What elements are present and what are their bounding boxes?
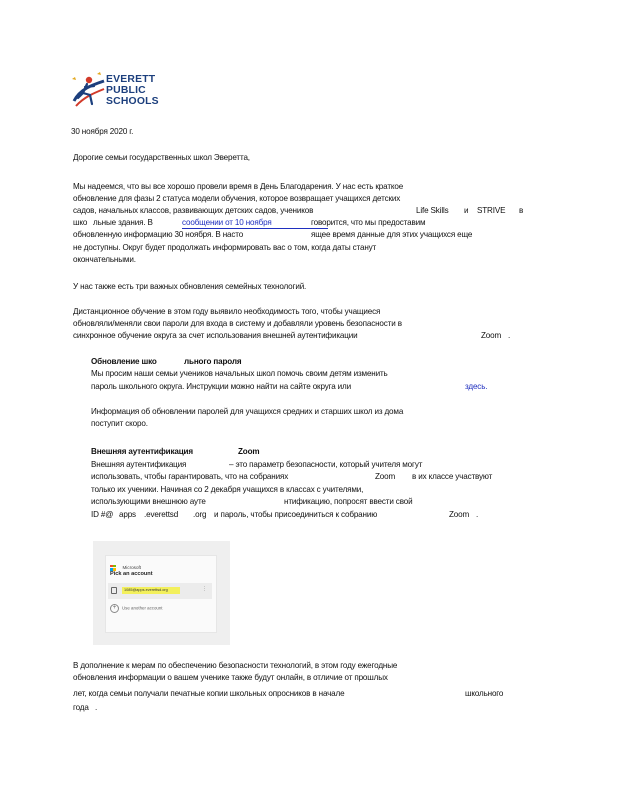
p1-line-5b: ящее время данные для этих учащихся еще [311, 230, 473, 239]
password-update-heading-a: Обновление шко [91, 357, 157, 366]
p4-line-4: года [73, 703, 89, 712]
microsoft-logo-icon [110, 565, 116, 571]
s2-line-3: только их ученики. Начиная со 2 декабря учащихся в классах с учителями, [91, 485, 364, 494]
p1-life-skills: Life Skills [416, 206, 449, 215]
more-options-icon: ⋮ [202, 586, 207, 592]
logo-line-1: EVERETT [106, 74, 156, 85]
account-badge-icon [111, 587, 117, 594]
s2-line-4b: нтификацию, попросят ввести свой [284, 497, 413, 506]
s2-apps: apps [119, 510, 136, 519]
s2-id-label: ID #@ [91, 510, 114, 519]
s2-line-4a: использующими внешнюю ауте [91, 497, 206, 506]
p4-line-4-dot: . [95, 703, 98, 712]
pick-account-screenshot [93, 541, 230, 645]
s1-line-1: Мы просим наши семьи учеников начальных школ помочь своим детям изменить [91, 369, 388, 378]
p4-line-2: обновления информации о вашем ученике также будут онлайн, в отличие от прошлых [73, 673, 388, 682]
p4-line-3b: школьного [465, 689, 504, 698]
s2-line-1a: Внешняя аутентификация [91, 460, 187, 469]
p3-line-3: синхронное обучение округа за счет использования внешней аутентификации [73, 331, 358, 340]
p1-strive: STRIVE [477, 206, 506, 215]
p1-in: в [519, 206, 524, 215]
s2-line-5-zoom: Zoom [449, 510, 470, 519]
s2-org: .org [193, 510, 207, 519]
p3-dot: . [508, 331, 511, 340]
p4-line-1: В дополнение к мерам по обеспечению безопасности технологий, в этом году ежегодные [73, 661, 398, 670]
logo-line-3: SCHOOLS [106, 96, 159, 107]
district-logo [70, 71, 174, 113]
s2-line-1b: – это параметр безопасности, который учителя могут [229, 460, 423, 469]
pick-account-title: Pick an account [110, 571, 153, 577]
use-another-account-label: Use another account [122, 605, 163, 611]
p1-line-1: Мы надеемся, что вы все хорошо провели время в День Благодарения. У нас есть краткое [73, 182, 404, 191]
account-picker-dialog [105, 555, 217, 633]
p1-line-4c: говорится, что мы предоставим [311, 218, 426, 227]
november-10-message-link[interactable]: сообщении от 10 ноября [182, 217, 328, 229]
password-update-heading-b: льного пароля [184, 357, 242, 366]
s1-line-4: поступит скоро. [91, 419, 148, 428]
use-another-account [110, 604, 163, 613]
s2-line-5b: и пароль, чтобы присоединиться к собранию [214, 510, 378, 519]
logo-line-2: PUBLIC [106, 85, 146, 96]
p1-and: и [464, 206, 469, 215]
external-auth-heading: Внешняя аутентификация [91, 447, 193, 456]
password-instructions-link[interactable]: здесь. [465, 382, 488, 391]
runner-logo-icon [70, 71, 110, 113]
account-row [108, 583, 212, 599]
s2-line-2b: в их классе участвуют [412, 472, 493, 481]
s2-line-2a: использовать, чтобы гарантировать, что на собраниях [91, 472, 289, 481]
s2-domain: .everettsd [144, 510, 179, 519]
p1-line-7: окончательными. [73, 255, 136, 264]
p1-line-4b: льные здания. В [93, 218, 153, 227]
p4-line-3: лет, когда семьи получали печатные копии школьных опросников в начале [73, 689, 345, 698]
plus-circle-icon: + [110, 604, 119, 613]
p3-line-2: обновляли/меняли свои пароли для входа в систему и добавляли уровень безопасности в [73, 319, 402, 328]
s2-line-2-zoom: Zoom [375, 472, 396, 481]
p1-line-5a: обновленную информацию 30 ноября. В насто [73, 230, 244, 239]
letter-date: 30 ноября 2020 г. [71, 127, 134, 136]
s2-line-5-dot: . [476, 510, 479, 519]
logo-wordmark [106, 74, 159, 107]
greeting: Дорогие семьи государственных школ Эверетта, [73, 153, 250, 162]
p1-line-2: обновление для фазы 2 статуса модели обучения, которое возвращает учащихся детских [73, 194, 401, 203]
p3-zoom: Zoom [481, 331, 502, 340]
external-auth-heading-zoom: Zoom [238, 447, 260, 456]
account-email-highlight: 1085@apps.everettsd.org [122, 587, 180, 594]
s1-line-2: пароль школьного округа. Инструкции можно найти на сайте округа или [91, 382, 351, 391]
p3-line-1: Дистанционное обучение в этом году выявило необходимость того, чтобы учащиеся [73, 307, 381, 316]
p2-text: У нас также есть три важных обновления семейных технологий. [73, 282, 307, 291]
p1-line-6: не доступны. Округ будет продолжать информировать вас о том, когда даты станут [73, 243, 377, 252]
p1-line-3: садов, начальных классов, развивающих детских садов, учеников [73, 206, 314, 215]
microsoft-label: Microsoft [122, 565, 142, 571]
s1-line-3: Информация об обновлении паролей для учащихся средних и старших школ из дома [91, 407, 404, 416]
p1-line-4a: шко [73, 218, 88, 227]
